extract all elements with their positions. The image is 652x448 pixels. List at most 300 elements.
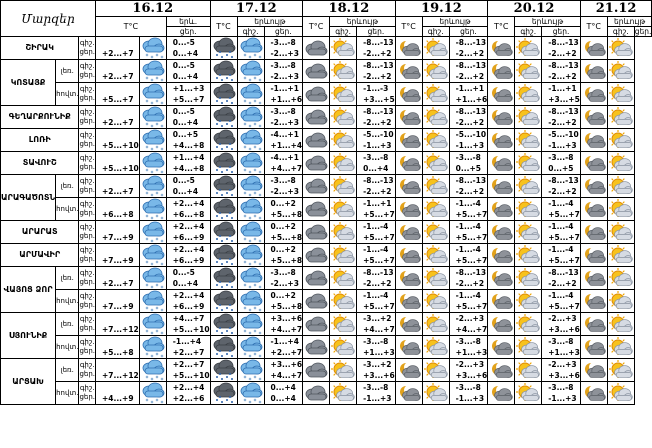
temp-night: -8...-13	[363, 107, 394, 116]
cloud-with-snow-icon	[237, 336, 264, 359]
temp-night: -8...-13	[548, 268, 579, 277]
temp-day: 0...+4	[172, 279, 199, 288]
moon-behind-cloud-icon	[488, 175, 515, 198]
temp-night: -3...-8	[270, 61, 296, 70]
temp-night: 0...+2	[270, 245, 296, 254]
region-name: ԱՐԱՐԱՏ	[1, 221, 79, 244]
temp-day: 0...+5	[548, 164, 574, 173]
temperature-cell	[357, 106, 396, 129]
temp-day: -1...+3	[363, 394, 392, 403]
temperature-cell	[449, 221, 488, 244]
temperature-cell	[95, 221, 139, 244]
temp-day: +5...+7	[455, 302, 488, 311]
temp-day: +6...+8	[172, 210, 205, 219]
temperature-header: T°C	[395, 17, 422, 37]
temp-day: +5...+7	[363, 256, 395, 265]
temperature-cell	[95, 83, 139, 106]
day-night-labels	[79, 152, 96, 175]
temp-day: +2...+7	[172, 348, 205, 357]
sub-region-label: հովտ.	[56, 83, 79, 106]
sun-behind-cloud-icon	[330, 267, 357, 290]
temperature-cell	[95, 175, 139, 198]
temp-night: 0...+4	[270, 383, 296, 392]
temperature-cell	[264, 244, 303, 267]
day-night-labels	[79, 313, 96, 336]
temp-day: +7...+12	[101, 371, 139, 380]
moon-behind-cloud-icon	[488, 198, 515, 221]
region-name: ԳԵՂԱՐՔՈՒՆԻՔ	[1, 106, 79, 129]
moon-behind-cloud-icon	[580, 129, 607, 152]
cloud-icon	[303, 129, 330, 152]
temp-night: +3...+6	[270, 314, 303, 323]
temperature-cell	[166, 313, 210, 336]
moon-behind-cloud-icon	[395, 37, 422, 60]
heavy-snow-cloud-icon	[210, 336, 237, 359]
temp-night	[102, 359, 139, 370]
temp-night: -1...-4	[363, 222, 389, 231]
temperature-cell	[264, 37, 303, 60]
moon-behind-cloud-icon	[395, 382, 422, 405]
cloud-icon	[303, 382, 330, 405]
sun-behind-cloud-icon	[607, 221, 634, 244]
region-name: ՎԱՅՈՑ ՁՈՐ	[1, 267, 56, 313]
night-label: գիշ.	[79, 85, 95, 93]
sun-behind-cloud-icon	[422, 175, 449, 198]
temp-night: -8...-13	[548, 38, 579, 47]
temperature-cell	[264, 267, 303, 290]
cloud-icon	[303, 106, 330, 129]
temperature-cell	[166, 83, 210, 106]
cloud-with-snow-icon	[139, 382, 166, 405]
temperature-cell	[264, 129, 303, 152]
temp-night: -3...-8	[455, 383, 481, 392]
sun-behind-cloud-icon	[330, 221, 357, 244]
temp-day: +2...+7	[270, 348, 303, 357]
temperature-cell	[357, 382, 396, 405]
temperature-cell	[542, 221, 581, 244]
moon-behind-cloud-icon	[580, 152, 607, 175]
sun-behind-cloud-icon	[515, 83, 542, 106]
sun-behind-cloud-icon	[515, 175, 542, 198]
temperature-cell	[449, 244, 488, 267]
temp-night: -4...+1	[270, 153, 299, 162]
temperature-cell	[542, 37, 581, 60]
sun-behind-cloud-icon	[422, 359, 449, 382]
sun-behind-cloud-icon	[330, 244, 357, 267]
temperature-cell	[95, 336, 139, 359]
temperature-cell	[166, 336, 210, 359]
temp-day: +5...+7	[548, 256, 580, 265]
moon-behind-cloud-icon	[580, 267, 607, 290]
temp-night: -8...-13	[548, 107, 579, 116]
temp-night: -1...-4	[455, 222, 481, 231]
sky-header: երևույթ	[607, 17, 652, 27]
temp-night: -2...+3	[455, 360, 485, 369]
date-header: 16.12	[95, 1, 210, 17]
sun-behind-cloud-icon	[422, 152, 449, 175]
temp-night: -3...-8	[270, 176, 296, 185]
temp-day: +7...+9	[101, 302, 134, 311]
cloud-with-snow-icon	[139, 198, 166, 221]
day-night-labels	[79, 83, 96, 106]
temp-night: +2...+4	[172, 291, 205, 300]
temp-night: -2...+3	[455, 314, 485, 323]
temp-day: -2...+2	[363, 72, 392, 81]
temp-day: +1...+3	[363, 348, 395, 357]
cloud-with-snow-icon	[237, 60, 264, 83]
day-night-labels	[79, 290, 96, 313]
cloud-icon	[303, 267, 330, 290]
sun-behind-cloud-icon	[607, 175, 634, 198]
temperature-cell	[357, 60, 396, 83]
temp-day: +4...+8	[172, 164, 205, 173]
date-header: 21.12	[580, 1, 652, 17]
night-label: գիշ.	[79, 292, 95, 300]
temp-night: -1...+4	[270, 337, 299, 346]
sun-behind-cloud-icon	[607, 290, 634, 313]
temperature-cell	[357, 221, 396, 244]
sun-behind-cloud-icon	[607, 152, 634, 175]
sun-behind-cloud-icon	[330, 175, 357, 198]
moon-behind-cloud-icon	[488, 382, 515, 405]
cloud-with-snow-icon	[237, 290, 264, 313]
sun-behind-cloud-icon	[515, 290, 542, 313]
day-label: ցեր.	[79, 324, 95, 332]
temperature-cell	[95, 152, 139, 175]
sun-behind-cloud-icon	[515, 244, 542, 267]
moon-behind-cloud-icon	[580, 37, 607, 60]
cloud-with-snow-icon	[237, 83, 264, 106]
temp-night: -8...-13	[455, 38, 487, 47]
temp-night	[102, 313, 139, 324]
sun-behind-cloud-icon	[607, 198, 634, 221]
moon-behind-cloud-icon	[488, 83, 515, 106]
sub-region-label: հովտ.	[56, 198, 79, 221]
temperature-cell	[449, 313, 488, 336]
temp-day: +5...+8	[101, 348, 134, 357]
heavy-snow-cloud-icon	[210, 382, 237, 405]
night-label: գիշ.	[79, 361, 95, 369]
temp-night: +2...+7	[172, 360, 205, 369]
night-label: գիշ.	[79, 177, 95, 185]
region-name: ՍՅՈՒՆԻՔ	[1, 313, 56, 359]
sun-behind-cloud-icon	[422, 198, 449, 221]
temp-night: -1...+1	[363, 199, 392, 208]
temperature-cell	[542, 60, 581, 83]
temp-night	[102, 106, 139, 117]
temp-day: +5...+8	[270, 302, 303, 311]
sun-behind-cloud-icon	[422, 60, 449, 83]
moon-behind-cloud-icon	[580, 382, 607, 405]
moon-behind-cloud-icon	[395, 336, 422, 359]
temp-day: +6...+9	[172, 302, 205, 311]
cloud-with-snow-icon	[139, 37, 166, 60]
sun-behind-cloud-icon	[515, 152, 542, 175]
day-header: ցեր.	[542, 27, 581, 37]
cloud-icon	[303, 175, 330, 198]
region-name: ԱՐՑԱԽ	[1, 359, 56, 405]
cloud-with-snow-icon	[237, 359, 264, 382]
date-header: 17.12	[210, 1, 303, 17]
night-header: գիշ.	[330, 27, 357, 37]
table-row	[1, 267, 652, 290]
temp-day: +4...+7	[270, 164, 303, 173]
temperature-cell	[542, 359, 581, 382]
cloud-with-snow-icon	[237, 106, 264, 129]
moon-behind-cloud-icon	[488, 244, 515, 267]
cloud-with-snow-icon	[139, 313, 166, 336]
temp-day: +3...+6	[548, 325, 580, 334]
temp-day: +3...+6	[548, 371, 580, 380]
temp-night: -3...-8	[455, 153, 481, 162]
temp-night: 0...+5	[172, 130, 199, 139]
temp-day: -2...+2	[548, 49, 577, 58]
cloud-with-snow-icon	[237, 382, 264, 405]
temperature-cell	[542, 313, 581, 336]
table-row	[1, 359, 652, 382]
temp-night: -3...+2	[363, 360, 392, 369]
temperature-header: T°C	[95, 17, 166, 37]
sun-behind-cloud-icon	[422, 83, 449, 106]
sub-region-label: լեռ.	[56, 359, 79, 382]
cloud-icon	[303, 198, 330, 221]
temp-night: +2...+4	[172, 199, 205, 208]
region-name: ՏԱՎՈՒՇ	[1, 152, 79, 175]
day-header: ցեր.	[264, 27, 303, 37]
temp-night: -5...-10	[455, 130, 487, 139]
temperature-cell	[542, 152, 581, 175]
temp-day: -1...+3	[548, 141, 577, 150]
temp-day: +6...+9	[172, 233, 205, 242]
day-label: ցեր.	[79, 186, 95, 194]
sun-behind-cloud-icon	[515, 129, 542, 152]
temperature-cell	[95, 267, 139, 290]
temp-night: -8...-13	[455, 107, 487, 116]
temp-night: -8...-13	[548, 176, 579, 185]
temperature-cell	[166, 37, 210, 60]
sun-behind-cloud-icon	[515, 336, 542, 359]
temperature-cell	[264, 359, 303, 382]
temp-night: -1...-4	[363, 245, 389, 254]
heavy-snow-cloud-icon	[210, 175, 237, 198]
sun-behind-cloud-icon	[422, 37, 449, 60]
temperature-cell	[166, 267, 210, 290]
temp-day: +3...+6	[363, 371, 395, 380]
heavy-snow-cloud-icon	[210, 37, 237, 60]
temp-night: -8...-13	[455, 61, 487, 70]
moon-behind-cloud-icon	[488, 313, 515, 336]
table-row	[1, 382, 652, 405]
header-row-dates	[1, 1, 652, 17]
day-label: ցեր.	[79, 140, 95, 148]
moon-behind-cloud-icon	[395, 221, 422, 244]
temperature-cell	[357, 37, 396, 60]
temp-day: +2...+6	[172, 394, 205, 403]
day-label: ցեր.	[79, 94, 95, 102]
table-row	[1, 129, 652, 152]
temp-night: 0...+2	[270, 199, 296, 208]
sun-behind-cloud-icon	[330, 83, 357, 106]
temp-day: +5...+7	[363, 302, 395, 311]
temp-day: 0...+4	[172, 187, 199, 196]
temp-day: +2...+7	[101, 49, 134, 58]
temp-day: +5...+7	[548, 302, 580, 311]
sun-behind-cloud-icon	[515, 37, 542, 60]
heavy-snow-cloud-icon	[210, 198, 237, 221]
moon-behind-cloud-icon	[395, 244, 422, 267]
temp-night: -1...+4	[172, 337, 202, 346]
table-row	[1, 198, 652, 221]
temperature-cell	[264, 106, 303, 129]
moon-behind-cloud-icon	[395, 359, 422, 382]
temp-night: -3...-8	[270, 268, 296, 277]
day-header: ցեր.	[449, 27, 488, 37]
temp-night	[102, 83, 139, 94]
sun-behind-cloud-icon	[330, 336, 357, 359]
day-header: ցեր.	[357, 27, 396, 37]
temp-day: -2...+2	[548, 118, 577, 127]
temp-night: -1...-4	[455, 245, 481, 254]
temp-day: +1...+6	[270, 95, 303, 104]
sun-behind-cloud-icon	[330, 382, 357, 405]
sun-behind-cloud-icon	[422, 129, 449, 152]
sky-header: երևույթ	[422, 17, 488, 27]
temperature-cell	[264, 198, 303, 221]
temp-night	[102, 60, 139, 71]
temperature-cell	[357, 152, 396, 175]
temp-night	[102, 37, 139, 48]
region-name: ԿՈՏԱՅՔ	[1, 60, 56, 106]
temp-night: -4...+1	[270, 130, 299, 139]
temperature-cell	[357, 198, 396, 221]
temp-night	[102, 382, 139, 393]
temperature-cell	[357, 336, 396, 359]
day-label: ցեր.	[79, 255, 95, 263]
sub-region-label: հովտ.	[56, 336, 79, 359]
temp-night: 0...-5	[172, 176, 195, 185]
sun-behind-cloud-icon	[515, 359, 542, 382]
temperature-cell	[542, 267, 581, 290]
temp-night: +3...+6	[270, 360, 303, 369]
sun-behind-cloud-icon	[330, 198, 357, 221]
temp-day: -1...+3	[363, 141, 392, 150]
temp-day: 0...+5	[455, 164, 481, 173]
temp-night: 0...+2	[270, 291, 296, 300]
sun-behind-cloud-icon	[422, 244, 449, 267]
temperature-cell	[264, 175, 303, 198]
cloud-with-snow-icon	[139, 83, 166, 106]
sun-behind-cloud-icon	[330, 359, 357, 382]
temp-day: +1...+3	[455, 348, 488, 357]
night-header: գիշ.	[237, 27, 264, 37]
cloud-icon	[303, 313, 330, 336]
temp-day: +5...+7	[363, 233, 395, 242]
temperature-cell	[357, 83, 396, 106]
moon-behind-cloud-icon	[395, 175, 422, 198]
moon-behind-cloud-icon	[580, 83, 607, 106]
temp-day: -2...+2	[363, 187, 392, 196]
heavy-snow-cloud-icon	[210, 106, 237, 129]
day-label: ցեր.	[79, 163, 95, 171]
temperature-cell	[357, 290, 396, 313]
sky-header: երևույթ	[237, 17, 303, 27]
night-header: գիշ.	[607, 27, 634, 37]
day-night-labels	[79, 198, 96, 221]
table-row	[1, 60, 652, 83]
moon-behind-cloud-icon	[580, 221, 607, 244]
cloud-with-snow-icon	[237, 37, 264, 60]
sun-behind-cloud-icon	[330, 290, 357, 313]
temp-day: -1...+3	[455, 141, 485, 150]
heavy-snow-cloud-icon	[210, 359, 237, 382]
region-name: ԱՐՄԱՎԻՐ	[1, 244, 79, 267]
table-row	[1, 83, 652, 106]
moon-behind-cloud-icon	[580, 60, 607, 83]
sun-behind-cloud-icon	[607, 129, 634, 152]
temp-day: 0...+4	[172, 72, 199, 81]
heavy-snow-cloud-icon	[210, 313, 237, 336]
sun-behind-cloud-icon	[607, 359, 634, 382]
temp-day: +6...+8	[101, 210, 134, 219]
moon-behind-cloud-icon	[580, 313, 607, 336]
day-night-labels	[79, 336, 96, 359]
night-label: գիշ.	[79, 315, 95, 323]
temp-night: +1...+4	[172, 153, 205, 162]
cloud-with-snow-icon	[139, 60, 166, 83]
temp-night: -1...-4	[363, 291, 389, 300]
night-label: գիշ.	[79, 269, 95, 277]
regions-header: Մարզեր	[1, 1, 96, 37]
sun-behind-cloud-icon	[515, 221, 542, 244]
temp-night: -3...-8	[548, 153, 574, 162]
temp-day: -2...+2	[455, 118, 485, 127]
temp-night: -2...+3	[548, 360, 577, 369]
day-label: ցեր.	[79, 117, 95, 125]
day-night-labels	[79, 60, 96, 83]
sun-behind-cloud-icon	[330, 106, 357, 129]
temp-night: 0...-5	[172, 107, 195, 116]
table-row	[1, 244, 652, 267]
cloud-with-snow-icon	[237, 129, 264, 152]
temp-day: +5...+7	[172, 95, 205, 104]
temp-day: -2...+3	[270, 118, 299, 127]
day-night-labels	[79, 267, 96, 290]
moon-behind-cloud-icon	[395, 106, 422, 129]
moon-behind-cloud-icon	[395, 83, 422, 106]
day-label: ցեր.	[79, 278, 95, 286]
moon-behind-cloud-icon	[580, 198, 607, 221]
temp-night: -8...-13	[455, 176, 487, 185]
cloud-with-snow-icon	[139, 106, 166, 129]
sky-header: երևույթ	[330, 17, 396, 27]
date-header: 20.12	[488, 1, 581, 17]
cloud-with-snow-icon	[139, 221, 166, 244]
region-name: ԼՈՌԻ	[1, 129, 79, 152]
temp-night: -3...-8	[270, 38, 296, 47]
temp-day: -2...+2	[455, 49, 485, 58]
temp-day: +7...+9	[101, 256, 134, 265]
cloud-icon	[303, 290, 330, 313]
moon-behind-cloud-icon	[395, 313, 422, 336]
sky-header: երևույթ	[515, 17, 581, 27]
temperature-cell	[264, 290, 303, 313]
temperature-cell	[542, 129, 581, 152]
temp-night: -1...-4	[455, 291, 481, 300]
sub-region-label: հովտ.	[56, 290, 79, 313]
temp-night: -1...-4	[548, 245, 574, 254]
temp-day: +2...+7	[101, 187, 134, 196]
night-label: գիշ.	[79, 200, 95, 208]
